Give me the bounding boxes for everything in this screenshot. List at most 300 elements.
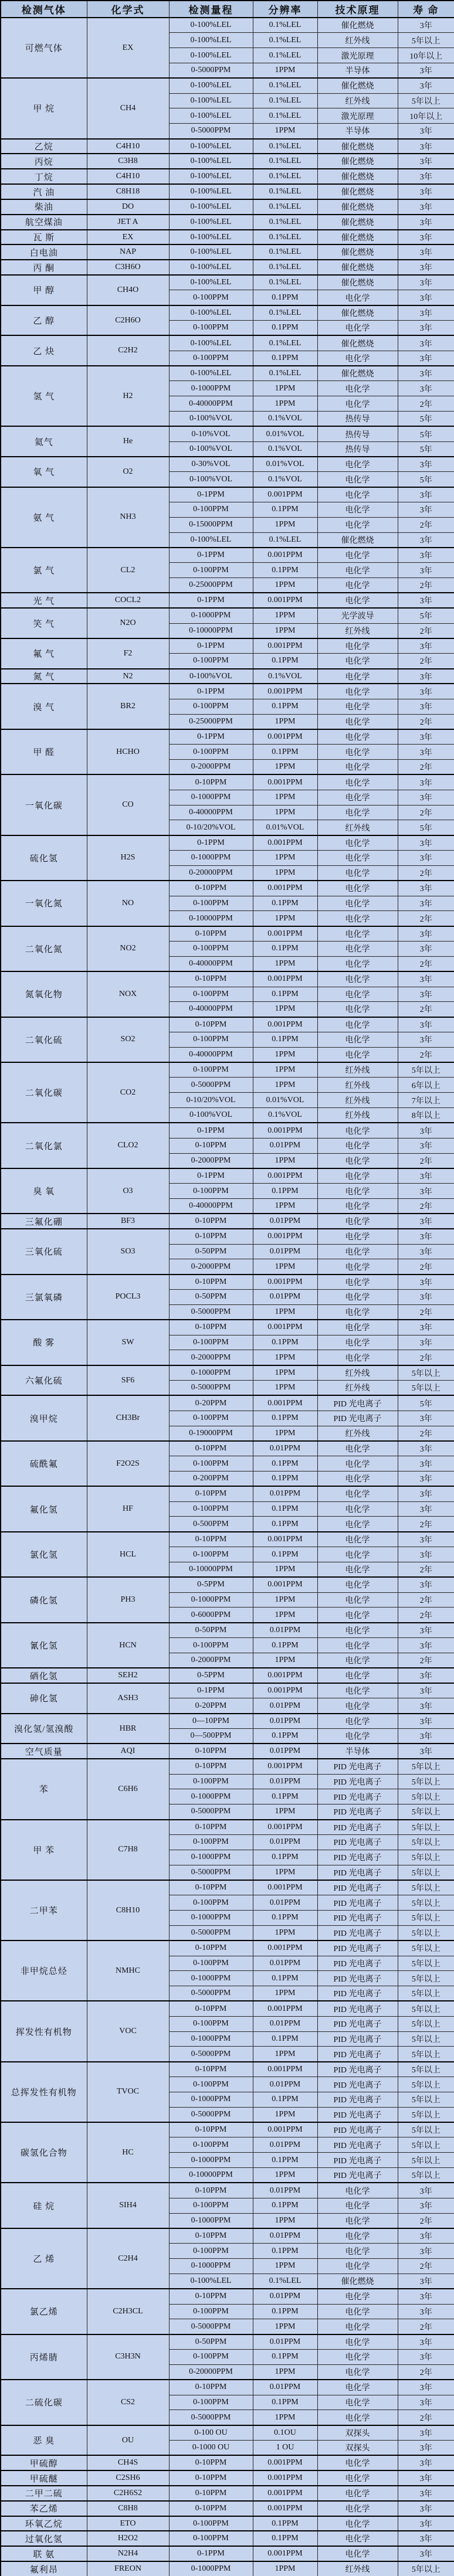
principle-cell: 催化燃烧 xyxy=(317,199,398,215)
principle-cell: PID 光电离子 xyxy=(317,1986,398,2001)
gas-group-row xyxy=(1,457,454,472)
gas-group-row xyxy=(1,1941,454,1956)
principle-cell: 电化学 xyxy=(317,2486,398,2501)
lifespan-cell: 5年以上 xyxy=(398,2168,454,2183)
lifespan-cell: 5年以上 xyxy=(398,2001,454,2016)
lifespan-cell: 3年 xyxy=(398,1335,454,1350)
range-cell: 0-10PPM xyxy=(169,2001,253,2016)
principle-cell: 催化燃烧 xyxy=(317,78,398,93)
gas-group-row xyxy=(1,487,454,502)
lifespan-cell: 7年以上 xyxy=(398,1093,454,1108)
gas-name-cell: 溴 气 xyxy=(1,684,87,729)
principle-cell: 热传导 xyxy=(317,426,398,441)
range-cell: 0-20PPM xyxy=(169,1698,253,1714)
resolution-cell: 0.1PPM xyxy=(253,1032,317,1047)
principle-cell: 电化学 xyxy=(317,987,398,1002)
principle-cell: PID 光电离子 xyxy=(317,2001,398,2016)
gas-group-row xyxy=(1,971,454,987)
principle-cell: 电化学 xyxy=(317,2183,398,2198)
principle-cell: 电化学 xyxy=(317,396,398,412)
range-cell: 0-1000 OU xyxy=(169,2441,253,2456)
lifespan-cell: 3年 xyxy=(398,1729,454,1744)
lifespan-cell: 5年以上 xyxy=(398,1925,454,1941)
resolution-cell: 0.001PPM xyxy=(253,684,317,699)
principle-cell: PID 光电离子 xyxy=(317,1395,398,1411)
gas-name-cell: 氟利昂 xyxy=(1,2561,87,2576)
resolution-cell: 1PPM xyxy=(253,124,317,139)
range-cell: 0-10PPM xyxy=(169,774,253,790)
gas-group-row xyxy=(1,1486,454,1501)
lifespan-cell: 3年 xyxy=(398,1486,454,1501)
resolution-cell: 1PPM xyxy=(253,2168,317,2183)
gas-group-row xyxy=(1,1668,454,1683)
formula-cell: VOC xyxy=(87,2001,169,2061)
formula-cell: C3H3N xyxy=(87,2334,169,2380)
lifespan-cell: 3年 xyxy=(398,275,454,290)
resolution-cell: 0.001PPM xyxy=(253,1941,317,1956)
resolution-cell: 1PPM xyxy=(253,2319,317,2334)
resolution-cell: 0.1%LEL xyxy=(253,2273,317,2289)
range-cell: 0-10PPM xyxy=(169,1532,253,1547)
resolution-cell: 1PPM xyxy=(253,2259,317,2274)
gas-group-row xyxy=(1,184,454,199)
lifespan-cell: 3年 xyxy=(398,1168,454,1184)
principle-cell: 电化学 xyxy=(317,1471,398,1487)
lifespan-cell: 3年 xyxy=(398,1547,454,1562)
formula-cell: C7H8 xyxy=(87,1820,169,1880)
resolution-cell: 0.01PPM xyxy=(253,2016,317,2031)
formula-cell: CH4 xyxy=(87,78,169,138)
gas-group-row xyxy=(1,1759,454,1774)
header-resolution: 分辨率 xyxy=(253,1,317,18)
principle-cell: 红外线 xyxy=(317,2561,398,2576)
resolution-cell: 0.1PPM xyxy=(253,2153,317,2168)
lifespan-cell: 3年 xyxy=(398,154,454,169)
lifespan-cell: 2年 xyxy=(398,911,454,926)
lifespan-cell: 3年 xyxy=(398,335,454,351)
range-cell: 0-1000PPM xyxy=(169,2561,253,2576)
resolution-cell: 1PPM xyxy=(253,1562,317,1577)
range-cell: 0-5000PPM xyxy=(169,1925,253,1941)
lifespan-cell: 2年 xyxy=(398,654,454,669)
formula-cell: OU xyxy=(87,2425,169,2456)
range-cell: 0-10PPM xyxy=(169,2289,253,2304)
lifespan-cell: 3年 xyxy=(398,1471,454,1487)
gas-name-cell: 光 气 xyxy=(1,593,87,608)
lifespan-cell: 3年 xyxy=(398,18,454,33)
formula-cell: NO2 xyxy=(87,926,169,971)
resolution-cell: 0.1%LEL xyxy=(253,78,317,93)
range-cell: 0-1PPM xyxy=(169,1168,253,1184)
principle-cell: 电化学 xyxy=(317,942,398,957)
lifespan-cell: 5年以上 xyxy=(398,93,454,108)
resolution-cell: 1PPM xyxy=(253,714,317,729)
principle-cell: PID 光电离子 xyxy=(317,1925,398,1941)
lifespan-cell: 2年 xyxy=(398,1562,454,1577)
formula-cell: C8H10 xyxy=(87,1880,169,1941)
range-cell: 0-10PPM xyxy=(169,1214,253,1229)
range-cell: 0-10000PPM xyxy=(169,1562,253,1577)
lifespan-cell: 3年 xyxy=(398,532,454,548)
lifespan-cell: 10年以上 xyxy=(398,48,454,63)
gas-name-cell: 氢 气 xyxy=(1,366,87,426)
lifespan-cell: 3年 xyxy=(398,1411,454,1426)
principle-cell: 电化学 xyxy=(317,321,398,336)
range-cell: 0-1PPM xyxy=(169,835,253,851)
formula-cell: CO2 xyxy=(87,1062,169,1123)
lifespan-cell: 5年 xyxy=(398,412,454,427)
range-cell: 0-100PPM xyxy=(169,1834,253,1850)
resolution-cell: 1PPM xyxy=(253,1047,317,1062)
range-cell: 0-40000PPM xyxy=(169,1047,253,1062)
resolution-cell: 0.01PPM xyxy=(253,1956,317,1971)
gas-name-cell: 苯乙烯 xyxy=(1,2501,87,2516)
lifespan-cell: 3年 xyxy=(398,896,454,911)
range-cell: 0-100PPM xyxy=(169,2395,253,2410)
principle-cell: PID 光电离子 xyxy=(317,1956,398,1971)
formula-cell: N2O xyxy=(87,608,169,638)
gas-group-row xyxy=(1,1532,454,1547)
principle-cell: PID 光电离子 xyxy=(317,1941,398,1956)
lifespan-cell: 2年 xyxy=(398,1259,454,1275)
resolution-cell: 0.1%LEL xyxy=(253,335,317,351)
resolution-cell: 1PPM xyxy=(253,956,317,971)
principle-cell: PID 光电离子 xyxy=(317,2107,398,2122)
resolution-cell: 0.001PPM xyxy=(253,1320,317,1335)
resolution-cell: 0.1PPM xyxy=(253,987,317,1002)
principle-cell: 电化学 xyxy=(317,1577,398,1592)
gas-name-cell: 硫化氢 xyxy=(1,835,87,881)
resolution-cell: 0.1%LEL xyxy=(253,215,317,230)
range-cell: 0-100%LEL xyxy=(169,184,253,199)
principle-cell: 双探头 xyxy=(317,2441,398,2456)
gas-group-row xyxy=(1,2334,454,2350)
resolution-cell: 1PPM xyxy=(253,2213,317,2228)
formula-cell: SO2 xyxy=(87,1017,169,1062)
range-cell: 0-100PPM xyxy=(169,1062,253,1078)
gas-name-cell: 磷化氢 xyxy=(1,1577,87,1622)
resolution-cell: 1PPM xyxy=(253,1304,317,1320)
range-cell: 0-30%VOL xyxy=(169,457,253,472)
gas-name-cell: 二氧化硫 xyxy=(1,1017,87,1062)
range-cell: 0-1PPM xyxy=(169,684,253,699)
range-cell: 0-20000PPM xyxy=(169,865,253,881)
formula-cell: F2O2S xyxy=(87,1441,169,1486)
range-cell: 0-100%LEL xyxy=(169,139,253,154)
gas-group-row xyxy=(1,684,454,699)
resolution-cell: 0.1PPM xyxy=(253,1638,317,1653)
lifespan-cell: 5年以上 xyxy=(398,1774,454,1789)
resolution-cell: 1PPM xyxy=(253,911,317,926)
range-cell: 0-5PPM xyxy=(169,1668,253,1683)
formula-cell: AQI xyxy=(87,1744,169,1759)
gas-name-cell: 二甲二硫 xyxy=(1,2486,87,2501)
resolution-cell: 0.1PPM xyxy=(253,1411,317,1426)
range-cell: 0-100PPM xyxy=(169,1774,253,1789)
lifespan-cell: 3年 xyxy=(398,215,454,230)
resolution-cell: 0.001PPM xyxy=(253,1275,317,1290)
resolution-cell: 0.1PPM xyxy=(253,745,317,760)
gas-group-row xyxy=(1,1214,454,1229)
resolution-cell: 0.001PPM xyxy=(253,2486,317,2501)
resolution-cell: 0.1%VOL xyxy=(253,412,317,427)
resolution-cell: 1PPM xyxy=(253,790,317,805)
lifespan-cell: 10年以上 xyxy=(398,108,454,124)
resolution-cell: 0.1%LEL xyxy=(253,139,317,154)
gas-group-row xyxy=(1,638,454,654)
gas-name-cell: 氯乙烯 xyxy=(1,2289,87,2334)
gas-name-cell: 氦气 xyxy=(1,426,87,457)
gas-name-cell: 氯 气 xyxy=(1,548,87,593)
resolution-cell: 0.01PPM xyxy=(253,1138,317,1153)
resolution-cell: 0.001PPM xyxy=(253,2546,317,2561)
lifespan-cell: 3年 xyxy=(398,2380,454,2395)
principle-cell: 电化学 xyxy=(317,1486,398,1501)
range-cell: 0-100PPM xyxy=(169,2077,253,2092)
gas-group-row xyxy=(1,926,454,942)
resolution-cell: 0.1PPM xyxy=(253,1729,317,1744)
lifespan-cell: 3年 xyxy=(398,881,454,896)
resolution-cell: 1PPM xyxy=(253,1608,317,1623)
resolution-cell: 0.1PPM xyxy=(253,1184,317,1199)
formula-cell: CS2 xyxy=(87,2380,169,2425)
resolution-cell: 1PPM xyxy=(253,1078,317,1093)
range-cell: 0-100%LEL xyxy=(169,169,253,184)
principle-cell: PID 光电离子 xyxy=(317,1971,398,1986)
resolution-cell: 0.1PPM xyxy=(253,2244,317,2259)
resolution-cell: 1PPM xyxy=(253,1365,317,1381)
principle-cell: 电化学 xyxy=(317,517,398,532)
lifespan-cell: 2年 xyxy=(398,1653,454,1668)
range-cell: 0-100PPM xyxy=(169,1335,253,1350)
lifespan-cell: 3年 xyxy=(398,502,454,518)
range-cell: 0-100%VOL xyxy=(169,669,253,684)
range-cell: 0-100PPM xyxy=(169,1638,253,1653)
resolution-cell: 0.1%LEL xyxy=(253,154,317,169)
range-cell: 0-100%VOL xyxy=(169,441,253,457)
gas-name-cell: 苯 xyxy=(1,1759,87,1819)
range-cell: 0-100PPM xyxy=(169,896,253,911)
lifespan-cell: 5年以上 xyxy=(398,2561,454,2576)
range-cell: 0-5PPM xyxy=(169,1577,253,1592)
gas-name-cell: 乙 炔 xyxy=(1,335,87,366)
resolution-cell: 0.001PPM xyxy=(253,1683,317,1698)
gas-group-row xyxy=(1,2380,454,2395)
gas-group-row xyxy=(1,2228,454,2244)
principle-cell: 红外线 xyxy=(317,1381,398,1396)
resolution-cell: 0.001PPM xyxy=(253,971,317,987)
lifespan-cell: 3年 xyxy=(398,1290,454,1305)
lifespan-cell: 3年 xyxy=(398,1184,454,1199)
resolution-cell: 1PPM xyxy=(253,851,317,866)
range-cell: 0-100PPM xyxy=(169,1895,253,1911)
lifespan-cell: 5年以上 xyxy=(398,2062,454,2077)
lifespan-cell: 2年 xyxy=(398,1350,454,1365)
range-cell: 0-2000PPM xyxy=(169,1350,253,1365)
principle-cell: 电化学 xyxy=(317,1138,398,1153)
range-cell: 0-100%VOL xyxy=(169,412,253,427)
lifespan-cell: 2年 xyxy=(398,623,454,638)
lifespan-cell: 3年 xyxy=(398,926,454,942)
resolution-cell: 0.01PPM xyxy=(253,1486,317,1501)
gas-name-cell: 臭 氧 xyxy=(1,1168,87,1214)
formula-cell: NOX xyxy=(87,971,169,1017)
lifespan-cell: 5年以上 xyxy=(398,1789,454,1804)
principle-cell: 半导体 xyxy=(317,1744,398,1759)
resolution-cell: 1PPM xyxy=(253,2364,317,2380)
lifespan-cell: 3年 xyxy=(398,2334,454,2350)
resolution-cell: 0.001PPM xyxy=(253,638,317,654)
lifespan-cell: 2年 xyxy=(398,1153,454,1168)
formula-cell: COCL2 xyxy=(87,593,169,608)
lifespan-cell: 5年 xyxy=(398,472,454,487)
lifespan-cell: 3年 xyxy=(398,124,454,139)
resolution-cell: 0.01PPM xyxy=(253,1290,317,1305)
resolution-cell: 0.1PPM xyxy=(253,2350,317,2365)
resolution-cell: 0.1OU xyxy=(253,2425,317,2441)
principle-cell: 电化学 xyxy=(317,1032,398,1047)
range-cell: 0-10PPM xyxy=(169,2062,253,2077)
principle-cell: PID 光电离子 xyxy=(317,2047,398,2062)
resolution-cell: 0.1PPM xyxy=(253,1789,317,1804)
resolution-cell: 0.01%VOL xyxy=(253,1093,317,1108)
resolution-cell: 1PPM xyxy=(253,1804,317,1820)
principle-cell: 电化学 xyxy=(317,2198,398,2213)
gas-group-row xyxy=(1,335,454,351)
principle-cell: 电化学 xyxy=(317,1638,398,1653)
lifespan-cell: 5年以上 xyxy=(398,1834,454,1850)
lifespan-cell: 3年 xyxy=(398,638,454,654)
principle-cell: 电化学 xyxy=(317,2319,398,2334)
gas-group-row xyxy=(1,244,454,260)
gas-group-row xyxy=(1,305,454,321)
gas-group-row xyxy=(1,2289,454,2304)
lifespan-cell: 2年 xyxy=(398,805,454,820)
formula-cell: C2H4 xyxy=(87,2228,169,2289)
range-cell: 0-10PPM xyxy=(169,1759,253,1774)
formula-cell: BR2 xyxy=(87,684,169,729)
range-cell: 0-100 OU xyxy=(169,2425,253,2441)
principle-cell: 电化学 xyxy=(317,1047,398,1062)
lifespan-cell: 3年 xyxy=(398,2546,454,2561)
range-cell: 0-10PPM xyxy=(169,1441,253,1456)
lifespan-cell: 3年 xyxy=(398,790,454,805)
resolution-cell: 1PPM xyxy=(253,1426,317,1441)
lifespan-cell: 3年 xyxy=(398,987,454,1002)
range-cell: 0-2000PPM xyxy=(169,1153,253,1168)
principle-cell: 电化学 xyxy=(317,745,398,760)
lifespan-cell: 3年 xyxy=(398,745,454,760)
principle-cell: 催化燃烧 xyxy=(317,154,398,169)
principle-cell: 红外线 xyxy=(317,623,398,638)
gas-group-row xyxy=(1,2501,454,2516)
gas-name-cell: 恶 臭 xyxy=(1,2425,87,2456)
lifespan-cell: 3年 xyxy=(398,2198,454,2213)
resolution-cell: 1PPM xyxy=(253,63,317,78)
lifespan-cell: 2年 xyxy=(398,956,454,971)
formula-cell: CH4O xyxy=(87,275,169,305)
range-cell: 0-100PPM xyxy=(169,2350,253,2365)
resolution-cell: 0.001PPM xyxy=(253,926,317,942)
gas-name-cell: 丙烷 xyxy=(1,154,87,169)
lifespan-cell: 2年 xyxy=(398,2213,454,2228)
formula-cell: H2 xyxy=(87,366,169,426)
resolution-cell: 0.001PPM xyxy=(253,2501,317,2516)
resolution-cell: 0.1%LEL xyxy=(253,260,317,275)
lifespan-cell: 3年 xyxy=(398,835,454,851)
range-cell: 0-1000PPM xyxy=(169,1365,253,1381)
principle-cell: 光学波导 xyxy=(317,608,398,623)
principle-cell: 电化学 xyxy=(317,2531,398,2546)
resolution-cell: 0.001PPM xyxy=(253,1532,317,1547)
range-cell: 0-5000PPM xyxy=(169,2410,253,2425)
header-lifespan: 寿 命 xyxy=(398,1,454,18)
gas-group-row xyxy=(1,2546,454,2561)
principle-cell: 电化学 xyxy=(317,851,398,866)
gas-name-cell: 总挥发性有机物 xyxy=(1,2062,87,2122)
gas-name-cell: 丙 酮 xyxy=(1,260,87,275)
lifespan-cell: 3年 xyxy=(398,63,454,78)
principle-cell: 电化学 xyxy=(317,805,398,820)
principle-cell: 电化学 xyxy=(317,1229,398,1244)
principle-cell: PID 光电离子 xyxy=(317,2122,398,2137)
resolution-cell: 0.01%VOL xyxy=(253,426,317,441)
resolution-cell: 0.1%VOL xyxy=(253,441,317,457)
principle-cell: PID 光电离子 xyxy=(317,2016,398,2031)
gas-group-row xyxy=(1,2122,454,2137)
formula-cell: CH3Br xyxy=(87,1395,169,1440)
formula-cell: H2O2 xyxy=(87,2531,169,2546)
principle-cell: 电化学 xyxy=(317,487,398,502)
resolution-cell: 0.01PPM xyxy=(253,2228,317,2244)
range-cell: 0-10000PPM xyxy=(169,623,253,638)
range-cell: 0-1PPM xyxy=(169,729,253,745)
lifespan-cell: 3年 xyxy=(398,1532,454,1547)
gas-name-cell: 溴甲烷 xyxy=(1,1395,87,1440)
formula-cell: CO xyxy=(87,774,169,835)
gas-group-row xyxy=(1,199,454,215)
resolution-cell: 0.1PPM xyxy=(253,1547,317,1562)
lifespan-cell: 2年 xyxy=(398,2364,454,2380)
gas-group-row xyxy=(1,139,454,154)
lifespan-cell: 5年以上 xyxy=(398,33,454,48)
range-cell: 0-100PPM xyxy=(169,1501,253,1517)
range-cell: 0-100PPM xyxy=(169,745,253,760)
resolution-cell: 0.1PPM xyxy=(253,1471,317,1487)
resolution-cell: 0.1PPM xyxy=(253,563,317,578)
resolution-cell: 1PPM xyxy=(253,2410,317,2425)
gas-name-cell: 过氧化氢 xyxy=(1,2531,87,2546)
principle-cell: 电化学 xyxy=(317,1275,398,1290)
gas-name-cell: 氟化氢 xyxy=(1,1486,87,1531)
lifespan-cell: 3年 xyxy=(398,381,454,396)
gas-group-row xyxy=(1,2486,454,2501)
principle-cell: 电化学 xyxy=(317,1562,398,1577)
range-cell: 0-50PPM xyxy=(169,1244,253,1259)
formula-cell: CH4S xyxy=(87,2455,169,2470)
range-cell: 0-10PPM xyxy=(169,2380,253,2395)
lifespan-cell: 3年 xyxy=(398,1714,454,1729)
lifespan-cell: 2年 xyxy=(398,760,454,775)
lifespan-cell: 2年 xyxy=(398,1199,454,1214)
gas-group-row xyxy=(1,881,454,896)
gas-group-row xyxy=(1,1623,454,1638)
lifespan-cell: 2年 xyxy=(398,1517,454,1532)
gas-group-row xyxy=(1,835,454,851)
resolution-cell: 1PPM xyxy=(253,2047,317,2062)
formula-cell: NAP xyxy=(87,244,169,260)
gas-name-cell: 乙 烯 xyxy=(1,2228,87,2289)
